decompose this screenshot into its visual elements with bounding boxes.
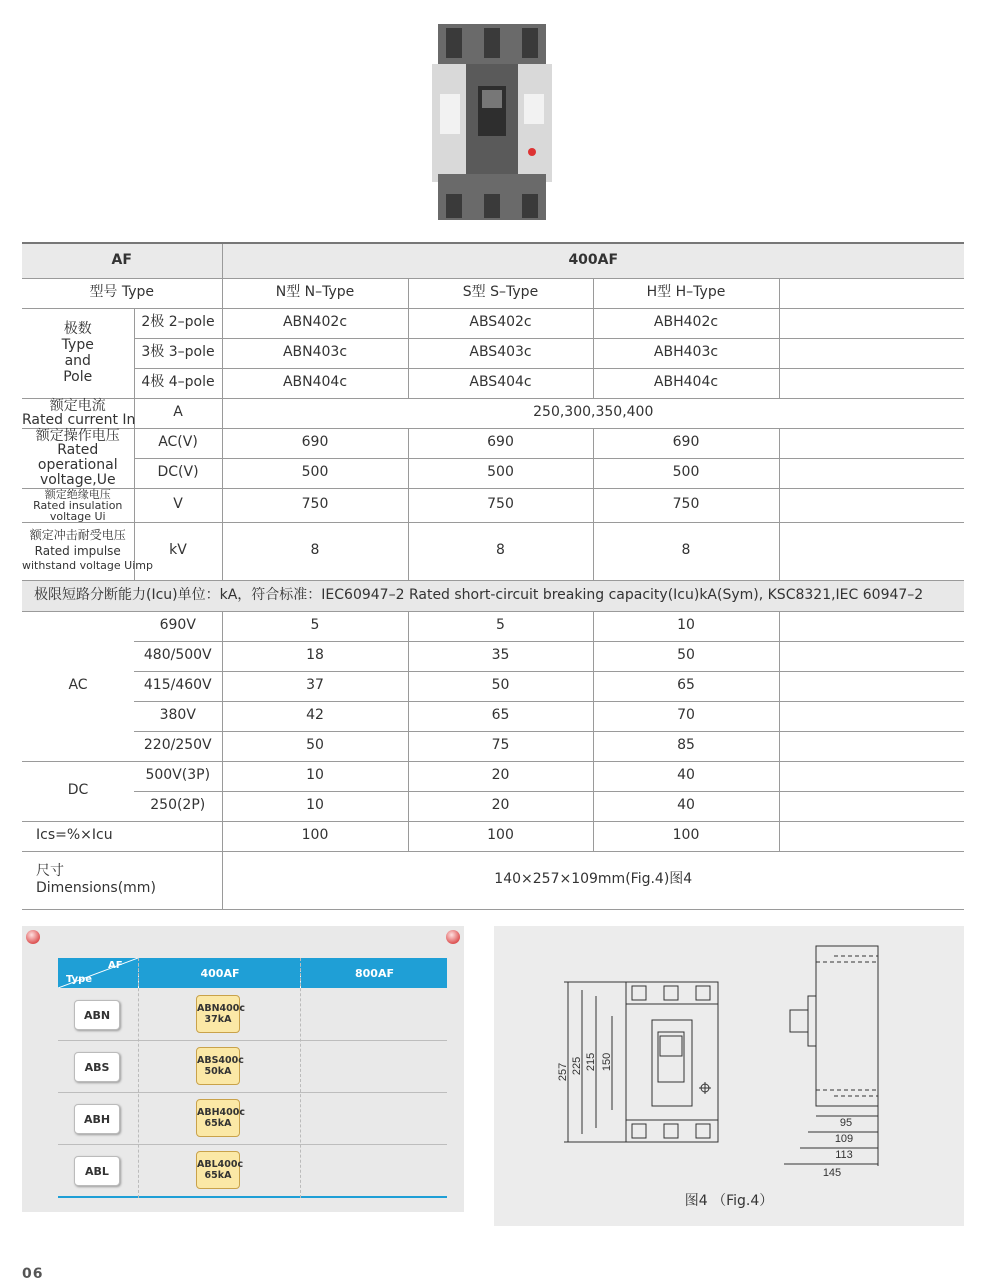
- voltage-cell: 500V(3P): [134, 761, 222, 791]
- ac-label: AC: [22, 611, 134, 761]
- dimensions-label: 尺寸 Dimensions(mm): [22, 851, 222, 909]
- impulse-unit: kV: [134, 522, 222, 580]
- value-cell: 8: [222, 522, 408, 580]
- figure-caption: 图4 （Fig.4）: [684, 1193, 774, 1209]
- value-cell: 75: [408, 731, 593, 761]
- value-cell: 85: [593, 731, 779, 761]
- model-cell: ABN404c: [222, 368, 408, 398]
- value-cell: 42: [222, 701, 408, 731]
- value-cell: 500: [222, 458, 408, 488]
- model-tag: ABL400c 65kA: [196, 1151, 240, 1189]
- model-cell: ABN403c: [222, 338, 408, 368]
- af-value: 400AF: [222, 243, 964, 278]
- voltage-cell: 220/250V: [134, 731, 222, 761]
- value-cell: 5: [222, 611, 408, 641]
- value-cell: 500: [408, 458, 593, 488]
- voltage-cell: 250(2P): [134, 791, 222, 821]
- insulation-voltage-label: 额定绝缘电压 Rated insulation voltage Ui: [22, 488, 134, 522]
- breaking-capacity-band: 极限短路分断能力(Icu)单位：kA，符合标准：IEC60947–2 Rated short-circuit breaking capacity(Icu)kA(Sym), KSC8321,IEC 60947–2: [22, 580, 964, 611]
- dim-215: 215: [585, 1052, 597, 1072]
- dim-113: 113: [835, 1149, 853, 1161]
- rated-current-value: 250,300,350,400: [222, 398, 964, 428]
- value-cell: 100: [222, 821, 408, 851]
- selection-row: [58, 1040, 447, 1093]
- dim-109: 109: [834, 1133, 854, 1145]
- value-cell: 65: [408, 701, 593, 731]
- impulse-voltage-label: 额定冲击耐受电压 Rated impulse withstand voltage Uimp: [22, 522, 134, 580]
- value-cell: 18: [222, 641, 408, 671]
- selection-row: [58, 988, 447, 1041]
- ics-label: Ics=%×Icu: [22, 821, 222, 851]
- pole-label: 极数 Type and Pole: [22, 308, 134, 398]
- model-cell: ABH403c: [593, 338, 779, 368]
- type-h: H型 H–Type: [593, 278, 779, 308]
- model-cell: ABH404c: [593, 368, 779, 398]
- model-cell: ABS402c: [408, 308, 593, 338]
- selection-row: [58, 1144, 447, 1198]
- value-cell: 20: [408, 761, 593, 791]
- dim-95: 95: [839, 1117, 853, 1129]
- dc-label: DC: [22, 761, 134, 821]
- insulation-unit: V: [134, 488, 222, 522]
- model-tag: ABH400c 65kA: [196, 1099, 240, 1137]
- column-divider: [300, 958, 301, 1198]
- pole-2-label: 2极 2–pole: [134, 308, 222, 338]
- value-cell: 5: [408, 611, 593, 641]
- voltage-cell: 480/500V: [134, 641, 222, 671]
- model-cell: ABS403c: [408, 338, 593, 368]
- dim-145: 145: [822, 1167, 842, 1179]
- value-cell: 690: [593, 428, 779, 458]
- model-tag: ABN400c 37kA: [196, 995, 240, 1033]
- circuit-breaker-product-image: [432, 24, 552, 220]
- value-cell: 35: [408, 641, 593, 671]
- rated-current-unit: A: [134, 398, 222, 428]
- dimension-drawing: [494, 926, 964, 1186]
- value-cell: 50: [593, 641, 779, 671]
- pin-icon: [446, 930, 460, 944]
- model-cell: ABH402c: [593, 308, 779, 338]
- value-cell: 65: [593, 671, 779, 701]
- model-cell: ABN402c: [222, 308, 408, 338]
- page-number: 06: [22, 1266, 44, 1282]
- value-cell: 100: [408, 821, 593, 851]
- ac-v-unit: AC(V): [134, 428, 222, 458]
- value-cell: 70: [593, 701, 779, 731]
- header-400af: 400AF: [138, 958, 301, 988]
- header-type: Type: [66, 974, 93, 985]
- value-cell: 40: [593, 791, 779, 821]
- value-cell: 750: [593, 488, 779, 522]
- value-cell: 50: [222, 731, 408, 761]
- pole-3-label: 3极 3–pole: [134, 338, 222, 368]
- value-cell: 8: [593, 522, 779, 580]
- column-divider: [138, 958, 139, 1198]
- value-cell: 750: [408, 488, 593, 522]
- dim-257: 257: [557, 1062, 569, 1082]
- value-cell: 690: [222, 428, 408, 458]
- dim-150: 150: [601, 1052, 613, 1072]
- header-800af: 800AF: [300, 958, 448, 988]
- value-cell: 8: [408, 522, 593, 580]
- selection-row: [58, 1092, 447, 1145]
- value-cell: 20: [408, 791, 593, 821]
- type-s: S型 S–Type: [408, 278, 593, 308]
- value-cell: 40: [593, 761, 779, 791]
- operational-voltage-label: 额定操作电压 Rated operational voltage,Ue: [22, 428, 134, 488]
- type-abl-button: ABL: [74, 1156, 120, 1186]
- type-n: N型 N–Type: [222, 278, 408, 308]
- spec-table: [22, 242, 964, 910]
- type-abs-button: ABS: [74, 1052, 120, 1082]
- value-cell: 10: [593, 611, 779, 641]
- pole-4-label: 4极 4–pole: [134, 368, 222, 398]
- selection-panel: [22, 926, 464, 1212]
- value-cell: 50: [408, 671, 593, 701]
- type-label: 型号 Type: [22, 278, 222, 308]
- dim-225: 225: [571, 1056, 583, 1076]
- value-cell: 750: [222, 488, 408, 522]
- voltage-cell: 690V: [134, 611, 222, 641]
- voltage-cell: 380V: [134, 701, 222, 731]
- dc-v-unit: DC(V): [134, 458, 222, 488]
- dimension-drawing-panel: [494, 926, 964, 1226]
- selection-header: [58, 958, 447, 988]
- dimensions-value: 140×257×109mm(Fig.4)图4: [222, 851, 964, 909]
- type-abh-button: ABH: [74, 1104, 120, 1134]
- value-cell: 10: [222, 791, 408, 821]
- value-cell: 37: [222, 671, 408, 701]
- type-abn-button: ABN: [74, 1000, 120, 1030]
- model-tag: ABS400c 50kA: [196, 1047, 240, 1085]
- value-cell: 500: [593, 458, 779, 488]
- pin-icon: [26, 930, 40, 944]
- model-cell: ABS404c: [408, 368, 593, 398]
- rated-current-label: 额定电流 Rated current In: [22, 398, 136, 428]
- value-cell: 690: [408, 428, 593, 458]
- value-cell: 100: [593, 821, 779, 851]
- header-af: AF: [108, 960, 123, 971]
- value-cell: 10: [222, 761, 408, 791]
- voltage-cell: 415/460V: [134, 671, 222, 701]
- af-label: AF: [22, 243, 222, 278]
